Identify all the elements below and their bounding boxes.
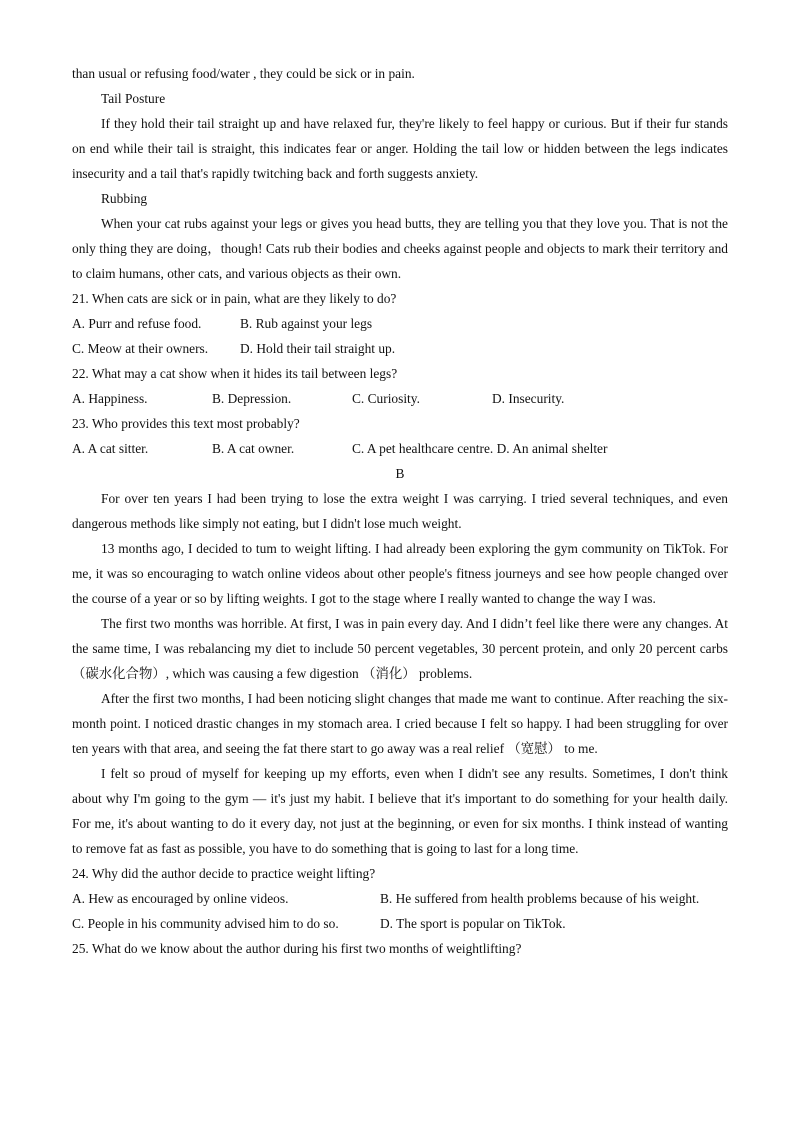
question-22-options — [72, 386, 728, 411]
passage-b-paragraph: For over ten years I had been trying to lose the extra weight I was carrying. I tried several techniques, and even dangerous methods like simply not eating, but I didn't lose much weight. — [72, 491, 728, 531]
question-23-options — [72, 436, 728, 461]
passage-b-paragraph: I felt so proud of myself for keeping up my efforts, even when I didn't see any results. Sometimes, I don't think about why I'm going to the gym — it's just my habit. I believe that it's important to do something for your health daily. For me, it's about wanting to do it every day, not just at the beginning, or even for six months. I think instead of wanting to remove fat as fast as possible, you have to do something that is going to last for a long time. — [72, 766, 728, 856]
q22-option-d: D. Insecurity. — [492, 391, 565, 406]
q22-option-c: C. Curiosity. — [352, 391, 420, 406]
rubbing-heading: Rubbing — [101, 191, 148, 206]
question-24-options-row-2 — [72, 911, 728, 936]
passage-b-paragraph: 13 months ago, I decided to tum to weight lifting. I had already been exploring the gym community on TikTok. For me, it was so encouraging to watch online videos about other people's fitness journeys and see how people changed over the course of a year or so by lifting weights. I got to the stage where I really wanted to change the way I was. — [72, 541, 728, 606]
question-23-stem: 23. Who provides this text most probably? — [72, 416, 300, 431]
q22-option-a: A. Happiness. — [72, 391, 148, 406]
q22-option-b: B. Depression. — [212, 391, 292, 406]
passage-b-paragraph: The first two months was horrible. At first, I was in pain every day. And I didn’t feel like there were any changes. At the same time, I was rebalancing my diet to include 50 percent vegetables, 30 percent protein, and only 20 percent carbs （碳水化合物）, which was causing a few digestion （消化） problems. — [72, 616, 728, 681]
passage-a-carry-line: than usual or refusing food/water , they could be sick or in pain. — [72, 66, 415, 81]
passage-b-paragraph: After the first two months, I had been noticing slight changes that made me want to continue. After reaching the six-month point. I noticed drastic changes in my stomach area. I cried because I felt so happy. I had been struggling for over ten years with that area, and seeing the fat there start to go away was a real relief （宽慰） to me. — [72, 691, 728, 756]
question-22-stem: 22. What may a cat show when it hides its tail between legs? — [72, 366, 398, 381]
question-21-stem: 21. When cats are sick or in pain, what are they likely to do? — [72, 291, 397, 306]
q23-option-cd: C. A pet healthcare centre. D. An animal shelter — [352, 441, 608, 456]
page-content — [72, 61, 728, 961]
q21-option-a: A. Purr and refuse food. — [72, 316, 202, 331]
q21-option-c: C. Meow at their owners. — [72, 341, 209, 356]
q24-option-d: D. The sport is popular on TikTok. — [380, 916, 566, 931]
question-21-options-row-2 — [72, 336, 728, 361]
question-24-stem: 24. Why did the author decide to practice weight lifting? — [72, 866, 376, 881]
tail-posture-heading: Tail Posture — [101, 91, 166, 106]
q24-option-b: B. He suffered from health problems because of his weight. — [380, 891, 700, 906]
q23-option-a: A. A cat sitter. — [72, 441, 149, 456]
q21-option-b: B. Rub against your legs — [240, 316, 373, 331]
question-24-options-row-1 — [72, 886, 728, 911]
rubbing-paragraph: When your cat rubs against your legs or gives you head butts, they are telling you that they love you. That is not the only thing they are doing，though! Cats rub their bodies and cheeks against people and objects to mark their territory and to claim humans, other cats, and various objects as their own. — [72, 216, 728, 281]
q24-option-c: C. People in his community advised him to do so. — [72, 916, 339, 931]
tail-posture-paragraph: If they hold their tail straight up and have relaxed fur, they're likely to feel happy or curious. But if their fur stands on end while their tail is straight, this indicates fear or anger. Holding the tail low or hidden between the legs indicates insecurity and a tail that's rapidly twitching back and forth suggests anxiety. — [72, 116, 728, 181]
q24-option-a: A. Hew as encouraged by online videos. — [72, 891, 289, 906]
passage-b-label: B — [395, 466, 405, 481]
q21-option-d: D. Hold their tail straight up. — [240, 341, 396, 356]
q23-option-b: B. A cat owner. — [212, 441, 295, 456]
question-21-options-row-1 — [72, 311, 728, 336]
question-25-stem: 25. What do we know about the author during his first two months of weightlifting? — [72, 941, 522, 956]
